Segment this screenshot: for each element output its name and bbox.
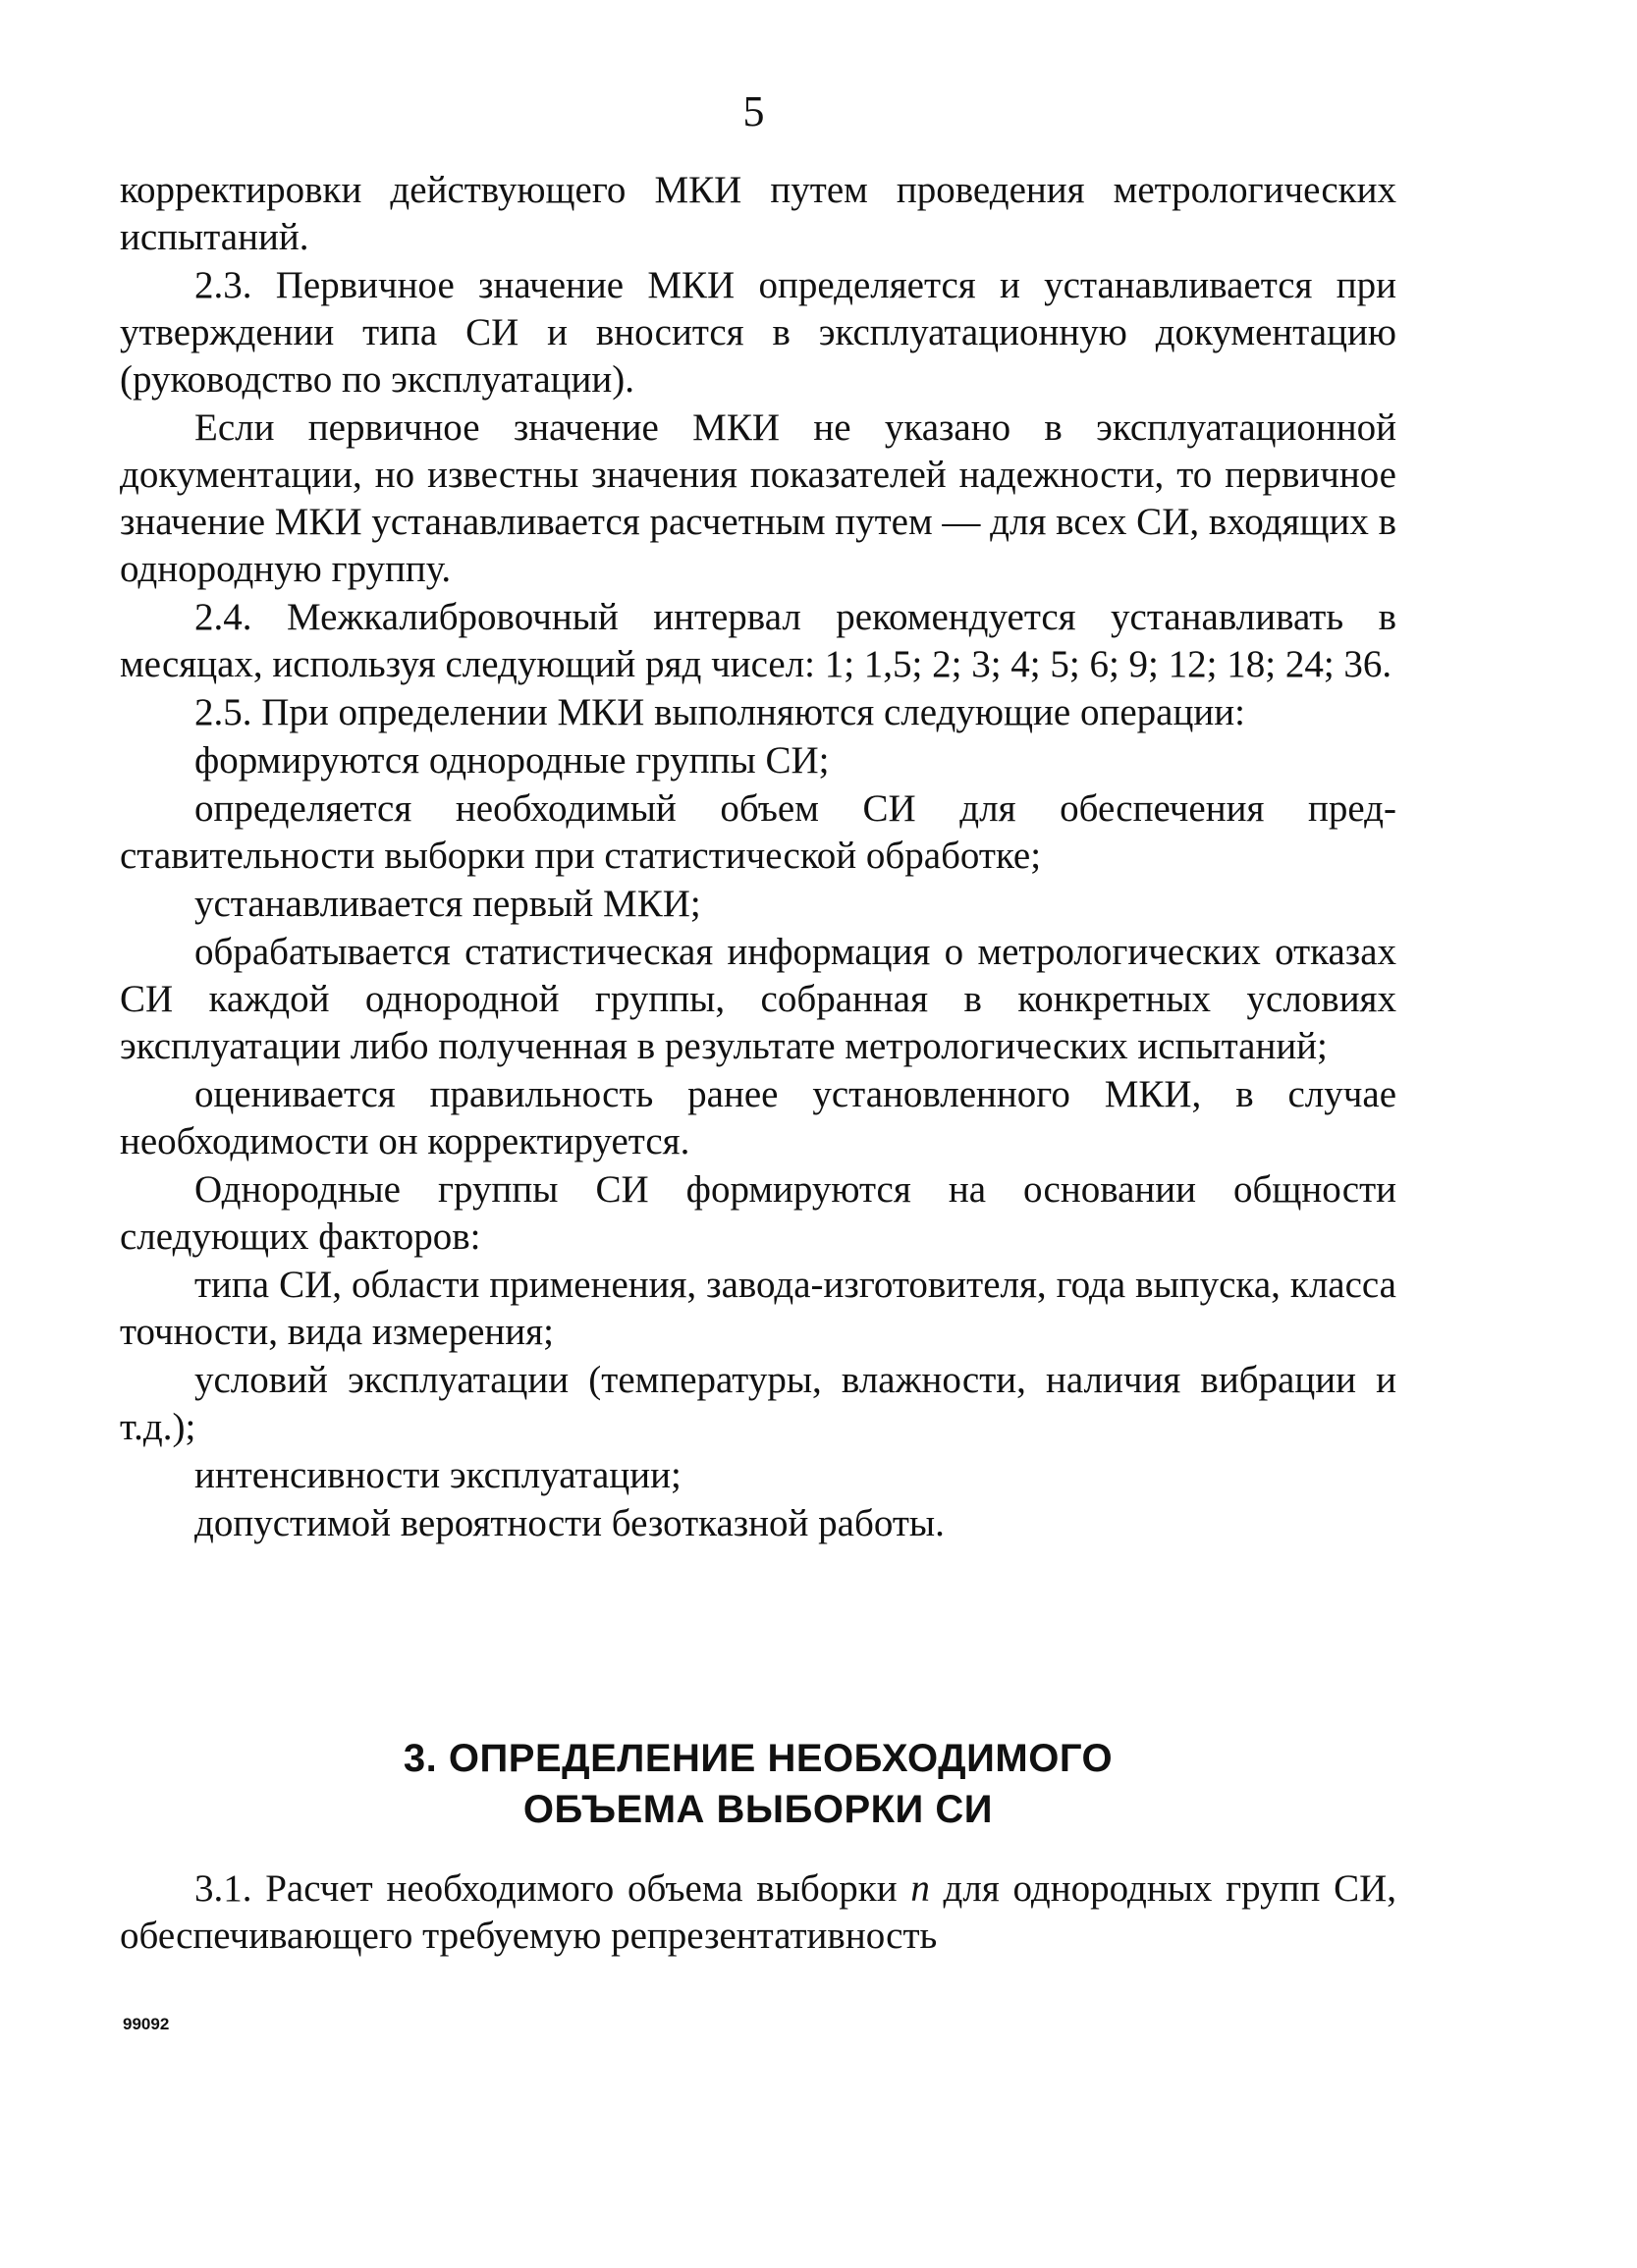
paragraph: Если первичное значение МКИ не указано в эксплуатационной документации, но известны значения показателей надежности, то первичное значение МКИ устанавливается расчетным путем — для всех СИ, входящих в однородную группу. [120, 406, 1397, 590]
document-code: 99092 [123, 2015, 170, 2033]
paragraph: допустимой вероятности безотказной работы. [194, 1502, 945, 1544]
paragraph: определяется необходимый объем СИ для обеспечения представительности выборки при статистической обработке; [120, 787, 1396, 877]
paragraph: условий эксплуатации (температуры, влажности, наличия вибрации и т.д.); [120, 1359, 1396, 1448]
paragraph: 2.3. Первичное значение МКИ определяется и устанавливается при утверждении типа СИ и вносится в эксплуатационную документацию (руководство по эксплуатации). [120, 264, 1396, 401]
paragraph: корректировки действующего МКИ путем проведения метрологических испытаний. [120, 169, 1396, 258]
paragraph: оценивается правильность ранее установленного МКИ, в случае необходимости он корректируется. [120, 1073, 1396, 1162]
section-paragraph-start: 3.1. Расчет необходимого объема выборки [194, 1867, 911, 1910]
paragraph: Однородные группы СИ формируются на основании общности следующих факторов: [120, 1168, 1396, 1258]
paragraph: интенсивности эксплуатации; [194, 1454, 682, 1496]
paragraph: формируются однородные группы СИ; [194, 739, 830, 782]
section-body-text [120, 1865, 1396, 1960]
paragraph: 2.4. Межкалибровочный интервал рекомендуется устанавливать в месяцах, используя следующий ряд чисел: 1; 1,5; 2; 3; 4; 5; 6; 9; 12; 18; 24; 36. [120, 596, 1396, 685]
section-paragraph [120, 1865, 1396, 1960]
section-heading [120, 1733, 1396, 1835]
sample-size-variable: n [910, 1867, 930, 1910]
section-heading-line-1: 3. ОПРЕДЕЛЕНИЕ НЕОБХОДИМОГО [403, 1737, 1114, 1780]
paragraph: типа СИ, области применения, завода-изготовителя, года выпуска, класса точности, вида измерения; [120, 1264, 1396, 1353]
body-text [120, 167, 1396, 1548]
paragraph: 2.5. При определении МКИ выполняются следующие операции: [194, 691, 1245, 733]
section-heading-line-2: ОБЪЕМА ВЫБОРКИ СИ [522, 1788, 994, 1831]
page-number: 5 [742, 87, 765, 135]
paragraph: устанавливается первый МКИ; [194, 883, 701, 925]
paragraph: обрабатывается статистическая информация о метрологических отказах СИ каждой однородной группы, собранная в конкретных условиях эксплуатации либо полученная в результате метрологических испытаний; [120, 931, 1396, 1067]
section-paragraph-end: для однородных групп СИ, обеспечивающего требуемую репрезентативность [120, 1867, 1397, 1957]
